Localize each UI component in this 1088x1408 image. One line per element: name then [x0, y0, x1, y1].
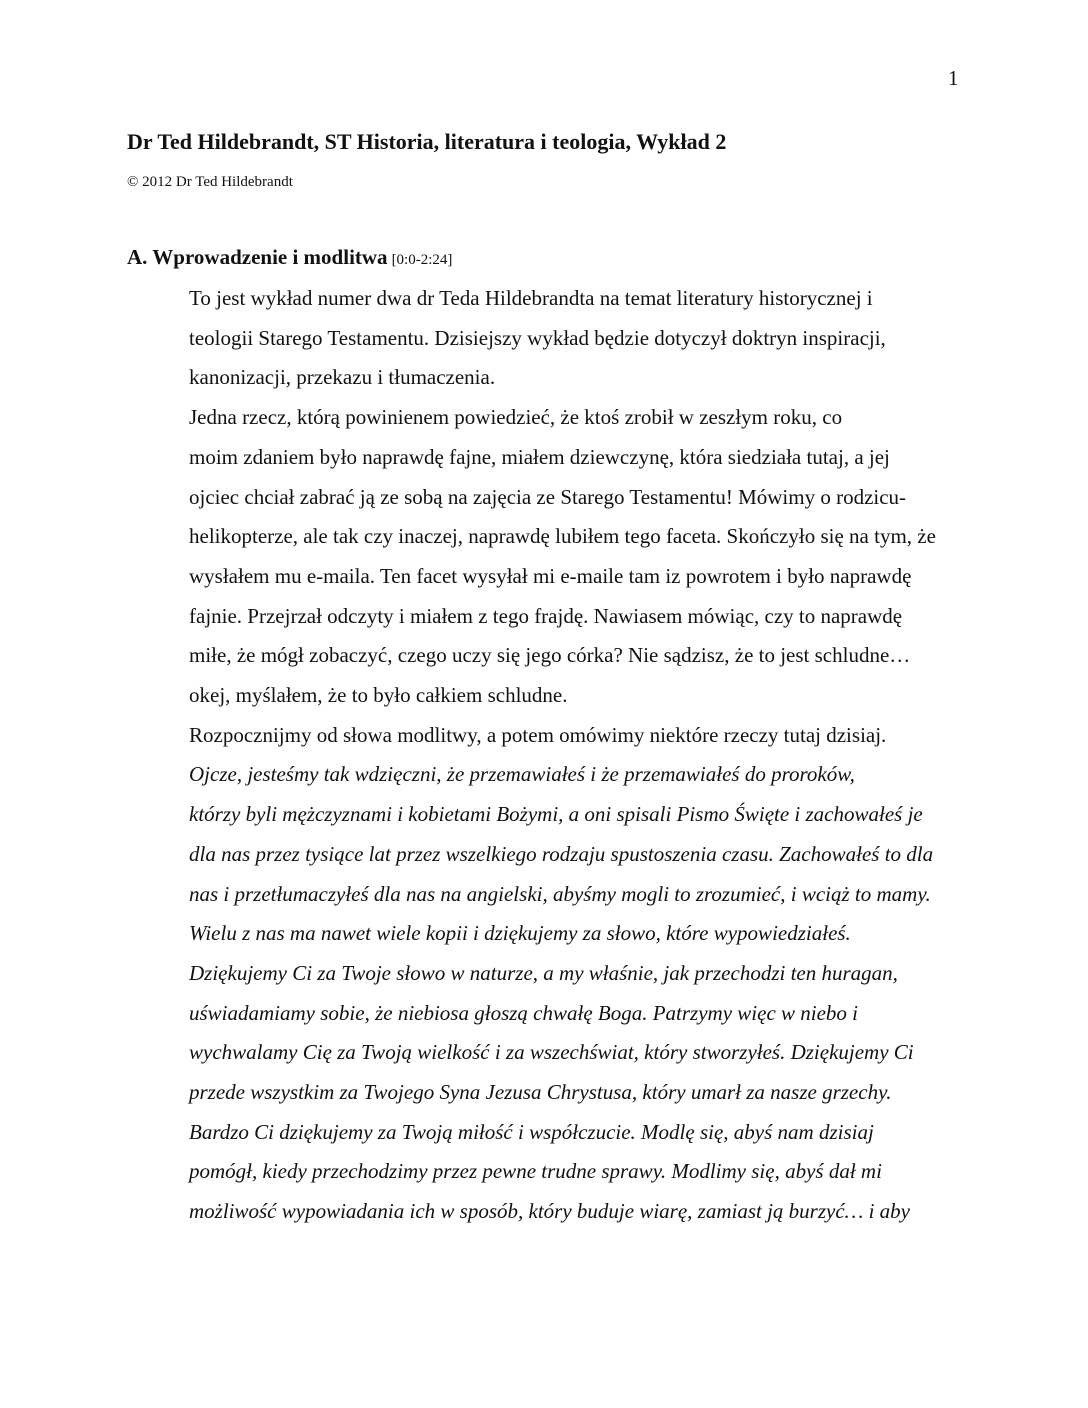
text-line: dla nas przez tysiące lat przez wszelkiego rodzaju spustoszenia czasu. Zachowałeś to dla	[189, 841, 934, 866]
text-line: Jedna rzecz, którą powinienem powiedzieć, że ktoś zrobił w zeszłym roku, co	[189, 405, 843, 430]
paragraph-intro	[127, 279, 967, 398]
paragraph-transition	[127, 716, 967, 756]
text-line: Rozpocznijmy od słowa modlitwy, a potem omówimy niektóre rzeczy tutaj dzisiaj.	[189, 722, 887, 747]
text-line: pomógł, kiedy przechodzimy przez pewne trudne sprawy. Modlimy się, abyś dał mi	[189, 1159, 882, 1184]
paragraph-anecdote	[127, 398, 967, 716]
section-heading	[127, 245, 452, 270]
text-line: Wielu z nas ma nawet wiele kopii i dziękujemy za słowo, które wypowiedziałeś.	[189, 921, 851, 946]
section-heading-text: A. Wprowadzenie i modlitwa	[127, 245, 388, 269]
text-line: Dziękujemy Ci za Twoje słowo w naturze, a my właśnie, jak przechodzi ten huragan,	[189, 960, 898, 985]
paragraph-prayer	[127, 755, 967, 1231]
text-line: wychwalamy Cię za Twoją wielkość i za wszechświat, który stworzyłeś. Dziękujemy Ci	[189, 1040, 914, 1065]
text-line: miłe, że mógł zobaczyć, czego uczy się jego córka? Nie sądzisz, że to jest schludne…	[189, 643, 911, 668]
text-line: możliwość wypowiadania ich w sposób, który buduje wiarę, zamiast ją burzyć… i aby	[189, 1199, 910, 1224]
text-line: okej, myślałem, że to było całkiem schludne.	[189, 683, 568, 708]
text-line: kanonizacji, przekazu i tłumaczenia.	[189, 365, 496, 390]
copyright-notice: © 2012 Dr Ted Hildebrandt	[127, 174, 293, 190]
text-line: fajnie. Przejrzał odczyty i miałem z tego frajdę. Nawiasem mówiąc, czy to naprawdę	[189, 603, 903, 628]
text-line: helikopterze, ale tak czy inaczej, naprawdę lubiłem tego faceta. Skończyło się na tym, że	[189, 524, 936, 549]
text-line: ojciec chciał zabrać ją ze sobą na zajęcia ze Starego Testamentu! Mówimy o rodzicu-	[189, 484, 907, 509]
text-line: teologii Starego Testamentu. Dzisiejszy wykład będzie dotyczył doktryn inspiracji,	[189, 325, 886, 350]
text-line: nas i przetłumaczyłeś dla nas na angielski, abyśmy mogli to zrozumieć, i wciąż to mamy.	[189, 881, 931, 906]
text-line: przede wszystkim za Twojego Syna Jezusa Chrystusa, który umarł za nasze grzechy.	[189, 1080, 892, 1105]
page-number: 1	[948, 66, 959, 90]
document-title: Dr Ted Hildebrandt, ST Historia, literatura i teologia, Wykład 2	[127, 129, 727, 154]
text-line: wysłałem mu e-maila. Ten facet wysyłał mi e-maile tam iz powrotem i było naprawdę	[189, 563, 912, 588]
text-line: którzy byli mężczyznami i kobietami Bożymi, a oni spisali Pismo Święte i zachowałeś je	[189, 802, 923, 827]
text-line: uświadamiamy sobie, że niebiosa głoszą chwałę Boga. Patrzymy więc w niebo i	[189, 1000, 859, 1025]
text-line: To jest wykład numer dwa dr Teda Hildebrandta na temat literatury historycznej i	[189, 286, 873, 310]
document-body	[127, 279, 967, 1232]
text-line: Ojcze, jesteśmy tak wdzięczni, że przemawiałeś i że przemawiałeś do proroków,	[189, 762, 855, 787]
text-line: Bardzo Ci dziękujemy za Twoją miłość i współczucie. Modlę się, abyś nam dzisiaj	[189, 1119, 874, 1144]
section-timestamp: [0:0-2:24]	[391, 252, 453, 268]
text-line: moim zdaniem było naprawdę fajne, miałem dziewczynę, która siedziała tutaj, a jej	[189, 444, 890, 469]
